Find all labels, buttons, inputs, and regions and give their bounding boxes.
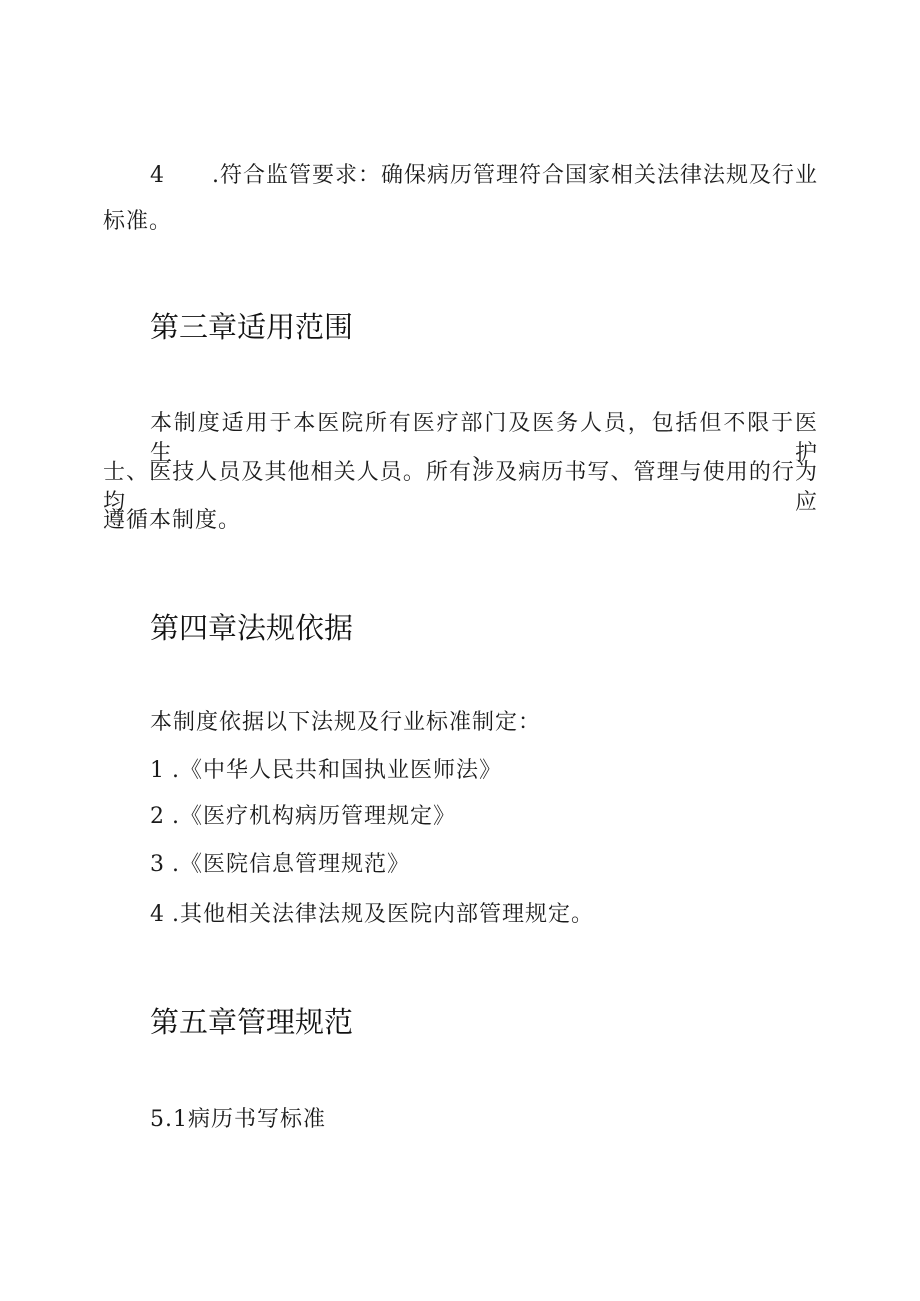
regulation-item-number: 4 <box>150 902 165 927</box>
chapter-4-intro: 本制度依据以下法规及行业标准制定： <box>150 710 542 735</box>
chapter-3-title: 第三章适用范围 <box>150 310 354 344</box>
regulation-item-text: .《医疗机构病历管理规定》 <box>172 804 456 829</box>
list-item-text: .符合监管要求：确保病历管理符合国家相关法律法规及行业 <box>212 163 818 188</box>
list-item-continuation: 标准。 <box>103 209 173 234</box>
chapter-5-title: 第五章管理规范 <box>150 1005 354 1039</box>
regulation-item-4 <box>150 900 594 930</box>
chapter-3-paragraph-line-2: 士、医技人员及其他相关人员。所有涉及病历书写、管理与使用的行为均应 <box>103 460 818 515</box>
chapter-3-paragraph-line-3: 遵循本制度。 <box>103 508 242 533</box>
list-item-requirement-4 <box>150 161 818 191</box>
regulation-item-number: 2 <box>150 804 165 829</box>
regulation-item-2 <box>150 802 456 832</box>
regulation-item-text: .《中华人民共和国执业医师法》 <box>172 758 502 783</box>
regulation-item-text: .《医院信息管理规范》 <box>172 852 410 877</box>
list-item-number: 4 <box>150 163 165 188</box>
chapter-4-title: 第四章法规依据 <box>150 611 354 645</box>
regulation-item-number: 3 <box>150 852 165 877</box>
regulation-item-text: .其他相关法律法规及医院内部管理规定。 <box>172 902 594 927</box>
section-5-1-title: 5.1病历书写标准 <box>150 1107 326 1132</box>
regulation-item-1 <box>150 756 502 786</box>
chapter-3-paragraph-line-1: 本制度适用于本医院所有医疗部门及医务人员，包括但不限于医生、护 <box>150 411 818 466</box>
regulation-item-3 <box>150 850 410 880</box>
regulation-item-number: 1 <box>150 758 165 783</box>
